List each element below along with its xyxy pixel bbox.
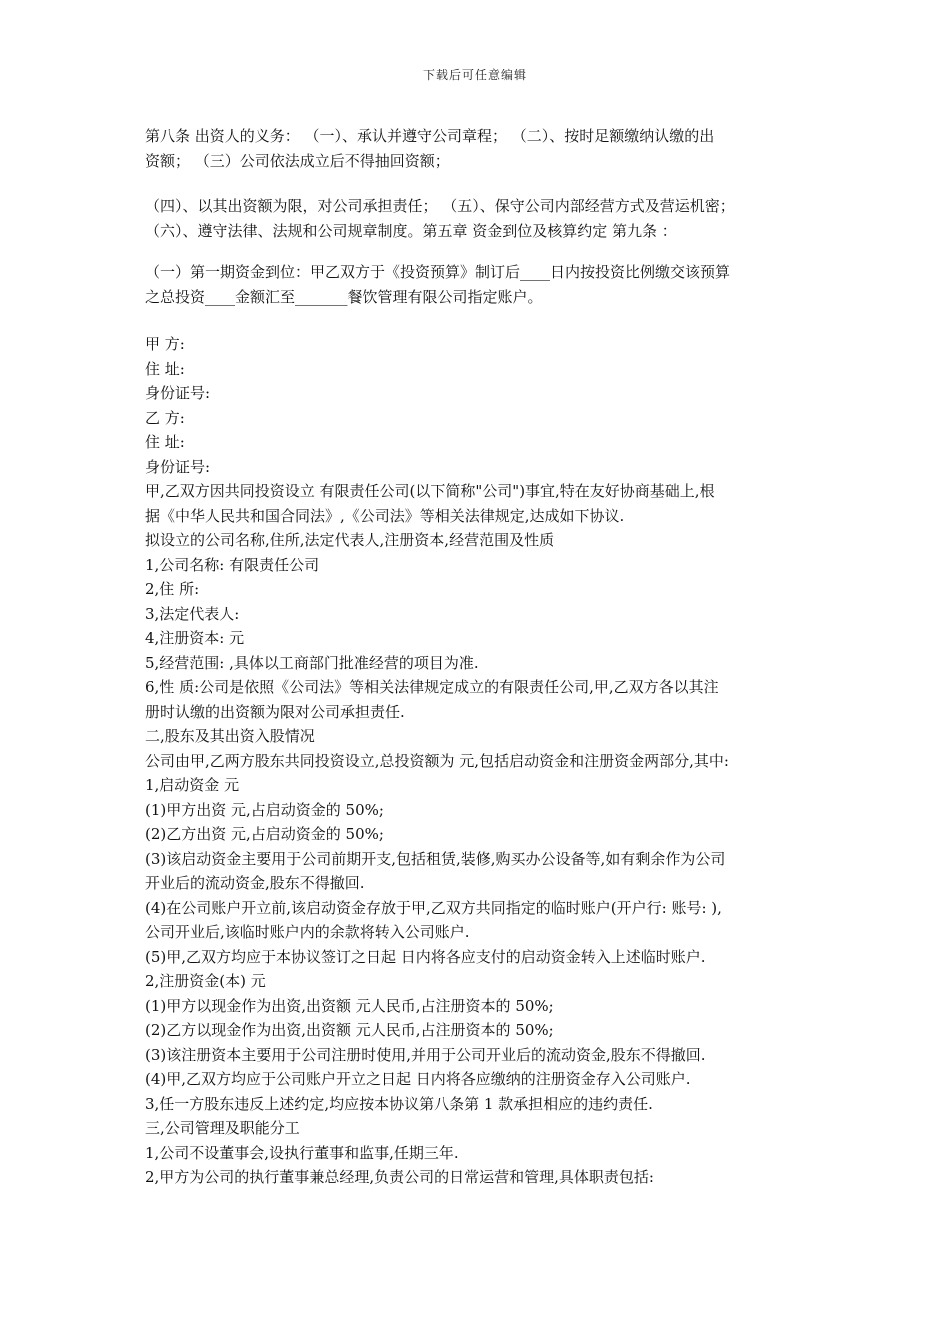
text-line: (4)甲,乙双方均应于公司账户开立之日起 日内将各应缴纳的注册资金存入公司账户. (145, 1070, 691, 1088)
text-line: 乙 方: (145, 408, 185, 427)
text-line: 2,甲方为公司的执行董事兼总经理,负责公司的日常运营和管理,具体职责包括: (145, 1168, 654, 1186)
text-line: (3)该启动资金主要用于公司前期开支,包括租赁,装修,购买办公设备等,如有剩余作为公司 (145, 849, 726, 868)
text-line: 公司由甲,乙两方股东共同投资设立,总投资额为 元,包括启动资金和注册资金两部分,其中: (145, 751, 729, 770)
article-8-paragraph (145, 124, 815, 174)
text-line: 住 址: (145, 359, 185, 378)
text-line: (2)乙方出资 元,占启动资金的 50%; (145, 825, 384, 843)
text-line: 公司开业后,该临时账户内的余款将转入公司账户. (145, 923, 470, 941)
text-line: (2)乙方以现金作为出资,出资额 元人民币,占注册资本的 50%; (145, 1021, 554, 1039)
text-line: (3)该注册资本主要用于公司注册时使用,并用于公司开业后的流动资金,股东不得撤回. (145, 1045, 706, 1064)
text-line: 3,任一方股东违反上述约定,均应按本协议第八条第 1 款承担相应的违约责任. (145, 1094, 653, 1113)
text-line: 拟设立的公司名称,住所,法定代表人,注册资本,经营范围及性质 (145, 531, 555, 549)
text-line: (4)在公司账户开立前,该启动资金存放于甲,乙双方共同指定的临时账户(开户行: 账号: ), (145, 898, 722, 917)
text-line: 资额； （三）公司依法成立后不得抽回资额； (145, 152, 450, 170)
text-line: 册时认缴的出资额为限对公司承担责任. (145, 702, 405, 721)
text-line: 1,公司名称: 有限责任公司 (145, 555, 320, 574)
text-line: 第八条 出资人的义务： （一）、承认并遵守公司章程； （二）、按时足额缴纳认缴的出 (145, 127, 715, 145)
text-line: 之总投资____金额汇至_______餐饮管理有限公司指定账户。 (145, 288, 543, 306)
text-line: （四）、以其出资额为限，对公司承担责任； （五）、保守公司内部经营方式及营运机密； (145, 197, 735, 215)
text-line: 5,经营范围: ,具体以工商部门批准经营的项目为准. (145, 653, 479, 672)
text-line: 身份证号: (145, 384, 211, 402)
text-line: 1,启动资金 元 (145, 776, 240, 794)
text-line: 三,公司管理及职能分工 (145, 1119, 300, 1137)
text-line: 甲,乙双方因共同投资设立 有限责任公司(以下简称"公司")事宜,特在友好协商基础上,根 (145, 482, 715, 500)
text-line: 甲 方: (145, 335, 185, 353)
text-line: 身份证号: (145, 457, 211, 476)
text-line: 开业后的流动资金,股东不得撤回. (145, 874, 365, 892)
text-line: （一）第一期资金到位：甲乙双方于《投资预算》制订后____日内按投资比例缴交该预算 (145, 263, 731, 281)
agreement-text (145, 332, 815, 1190)
obligations-paragraph (145, 194, 815, 244)
text-line: 据《中华人民共和国合同法》,《公司法》等相关法律规定,达成如下协议. (145, 506, 625, 525)
text-line: (1)甲方出资 元,占启动资金的 50%; (145, 800, 384, 819)
text-line: 二,股东及其出资入股情况 (145, 727, 315, 745)
document-body (145, 124, 815, 1190)
page-header-note: 下载后可任意编辑 (422, 68, 527, 82)
text-line: (5)甲,乙双方均应于本协议签订之日起 日内将各应支付的启动资金转入上述临时账户. (145, 947, 706, 966)
text-line: 3,法定代表人: (145, 604, 240, 623)
text-line: 2,住 所: (145, 580, 200, 598)
text-line: (1)甲方以现金作为出资,出资额 元人民币,占注册资本的 50%; (145, 996, 554, 1015)
text-line: 住 址: (145, 433, 185, 451)
funding-paragraph (145, 260, 815, 310)
text-line: （六）、遵守法律、法规和公司规章制度。第五章 资金到位及核算约定 第九条 ： (145, 222, 677, 240)
text-line: 6,性 质:公司是依照《公司法》等相关法律规定成立的有限责任公司,甲,乙双方各以其注 (145, 678, 719, 696)
text-line: 2,注册资金(本) 元 (145, 972, 266, 990)
text-line: 4,注册资本: 元 (145, 629, 245, 647)
text-line: 1,公司不设董事会,设执行董事和监事,任期三年. (145, 1143, 459, 1162)
